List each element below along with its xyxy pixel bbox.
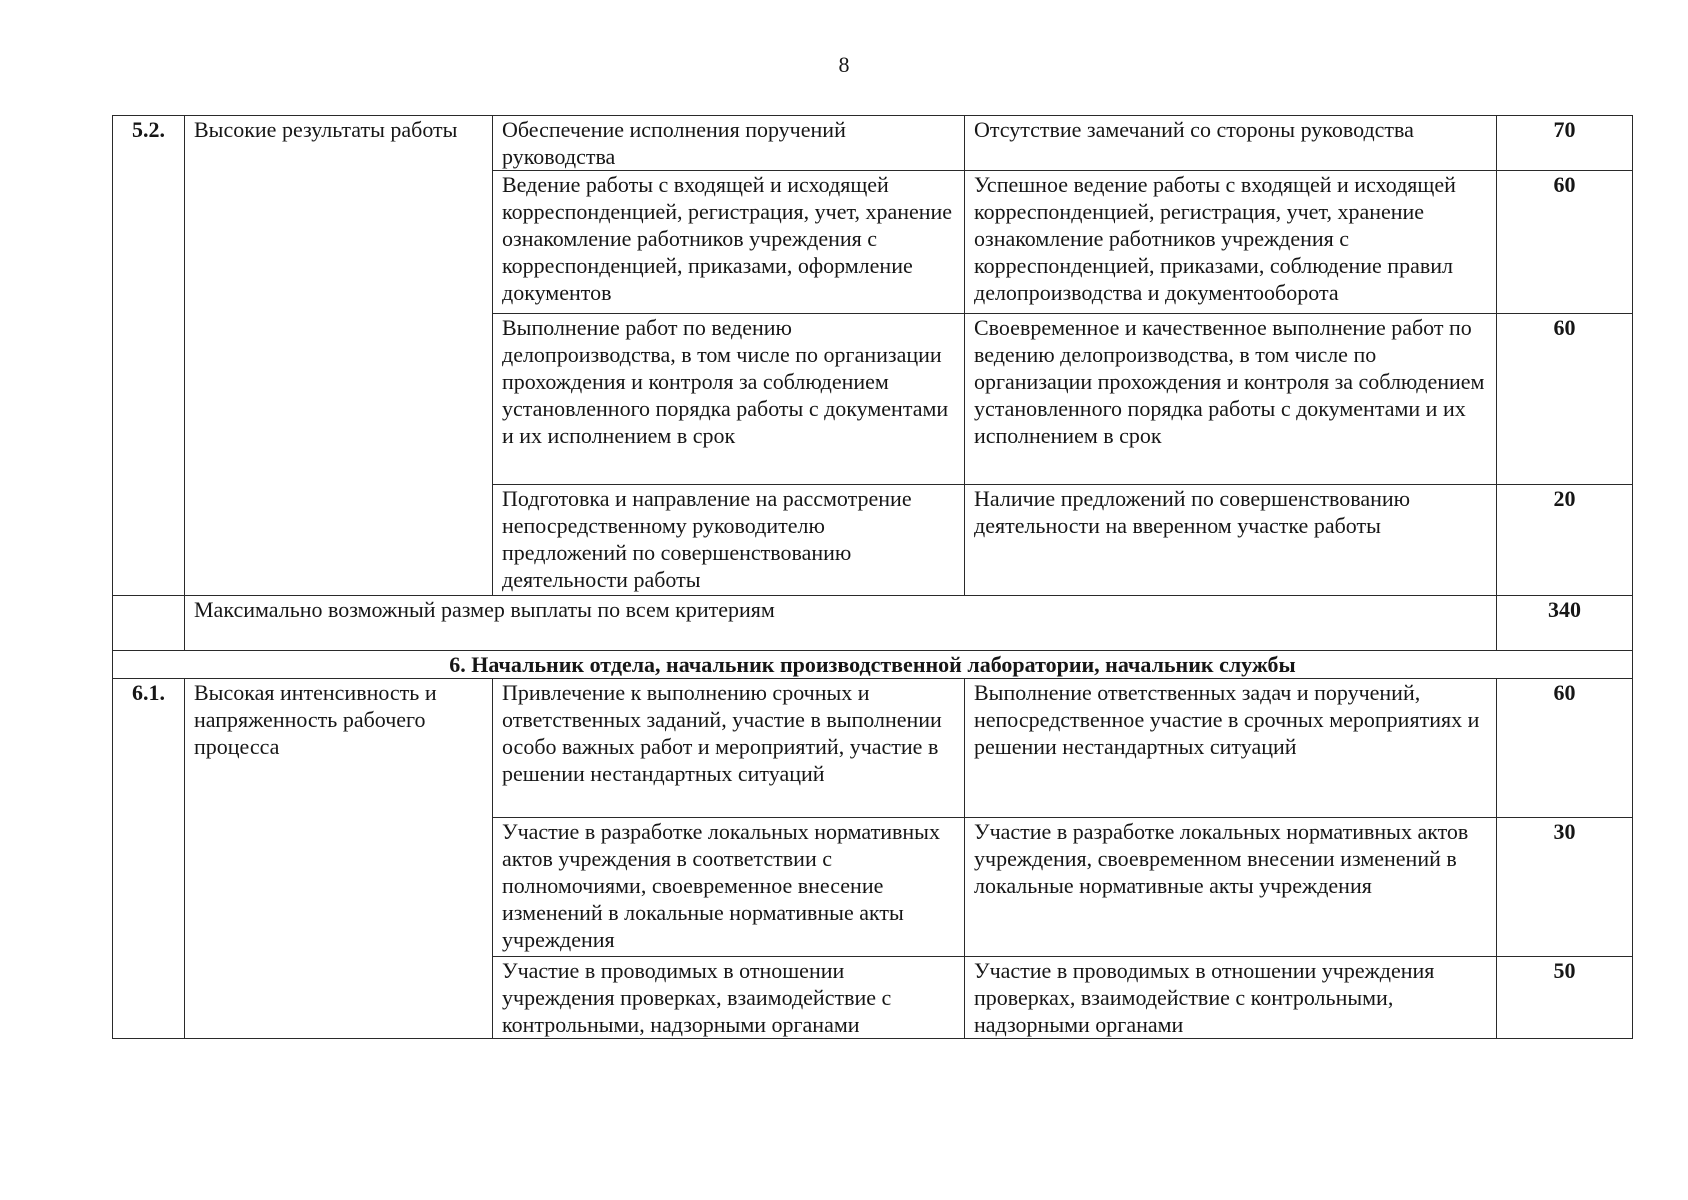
condition-cell: Наличие предложений по совершенствованию деятельности на вверенном участке работы [965, 485, 1497, 596]
points-cell: 60 [1497, 171, 1633, 314]
condition-cell: Выполнение ответственных задач и поручений, непосредственное участие в срочных мероприятиях и решении нестандартных ситуаций [965, 679, 1497, 818]
criteria-table [112, 115, 1633, 1039]
indicator-cell: Участие в разработке локальных нормативных актов учреждения в соответствии с полномочиями, своевременное внесение изменений в локальные нормативные акты учреждения [493, 818, 965, 957]
section-title: 6. Начальник отдела, начальник производственной лаборатории, начальник службы [113, 651, 1633, 679]
condition-cell: Участие в разработке локальных нормативных актов учреждения, своевременном внесении изменений в локальные нормативные акты учреждения [965, 818, 1497, 957]
condition-cell: Отсутствие замечаний со стороны руководства [965, 116, 1497, 171]
points-cell: 60 [1497, 314, 1633, 485]
indicator-cell: Участие в проводимых в отношении учреждения проверках, взаимодействие с контрольными, надзорными органами [493, 957, 965, 1039]
points-cell: 30 [1497, 818, 1633, 957]
indicator-cell: Выполнение работ по ведению делопроизводства, в том числе по организации прохождения и контроля за соблюдением установленного порядка работы с документами и их исполнением в срок [493, 314, 965, 485]
points-cell: 20 [1497, 485, 1633, 596]
total-empty-cell [113, 596, 185, 651]
points-cell: 70 [1497, 116, 1633, 171]
total-label: Максимально возможный размер выплаты по всем критериям [185, 596, 1497, 651]
criterion-number: 5.2. [113, 116, 185, 596]
indicator-cell: Привлечение к выполнению срочных и ответственных заданий, участие в выполнении особо важных работ и мероприятий, участие в решении нестандартных ситуаций [493, 679, 965, 818]
criterion-title: Высокая интенсивность и напряженность рабочего процесса [185, 679, 493, 1039]
total-points: 340 [1497, 596, 1633, 651]
criterion-title: Высокие результаты работы [185, 116, 493, 596]
table-row [113, 679, 1633, 818]
page-number: 8 [838, 52, 850, 77]
condition-cell: Участие в проводимых в отношении учреждения проверках, взаимодействие с контрольными, надзорными органами [965, 957, 1497, 1039]
points-cell: 50 [1497, 957, 1633, 1039]
condition-cell: Успешное ведение работы с входящей и исходящей корреспонденцией, регистрация, учет, хранение ознакомление работников учреждения с корреспонденцией, приказами, соблюдение правил делопроизводства и документооборота [965, 171, 1497, 314]
section-heading-row [113, 651, 1633, 679]
criterion-number: 6.1. [113, 679, 185, 1039]
condition-cell: Своевременное и качественное выполнение работ по ведению делопроизводства, в том числе по организации прохождения и контроля за соблюдением установленного порядка работы с документами и их исполнением в срок [965, 314, 1497, 485]
table-row [113, 116, 1633, 171]
indicator-cell: Обеспечение исполнения поручений руководства [493, 116, 965, 171]
indicator-cell: Ведение работы с входящей и исходящей корреспонденцией, регистрация, учет, хранение ознакомление работников учреждения с корреспонденцией, приказами, оформление документов [493, 171, 965, 314]
indicator-cell: Подготовка и направление на рассмотрение непосредственному руководителю предложений по совершенствованию деятельности работы [493, 485, 965, 596]
total-row [113, 596, 1633, 651]
points-cell: 60 [1497, 679, 1633, 818]
